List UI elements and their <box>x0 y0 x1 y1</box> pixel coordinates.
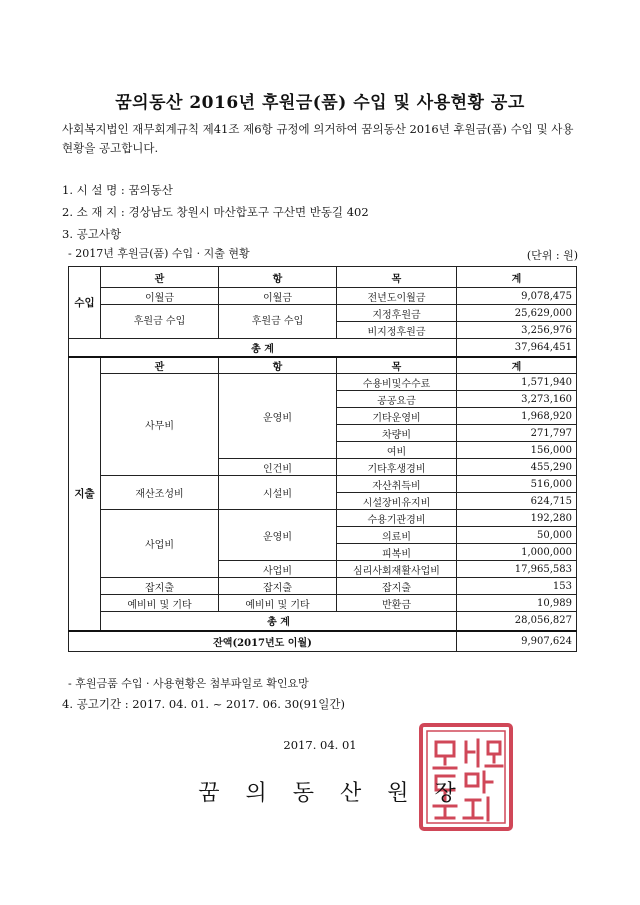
table-row <box>69 374 577 391</box>
facility-name: 1. 시 설 명 : 꿈의동산 <box>62 183 173 197</box>
expense-mok: 심리사회재활사업비 <box>337 561 457 578</box>
expense-amount: 156,000 <box>457 442 577 459</box>
expense-mok: 기타운영비 <box>337 408 457 425</box>
income-hang: 후원금 수입 <box>219 305 337 339</box>
expense-mok: 시설장비유지비 <box>337 493 457 510</box>
footnote: - 후원금품 수입 · 사용현황은 첨부파일로 확인요망 <box>68 677 309 690</box>
expense-amount: 3,273,160 <box>457 391 577 408</box>
expense-mok: 수용기관경비 <box>337 510 457 527</box>
income-total-label: 총 계 <box>69 339 457 357</box>
expense-header-mok: 목 <box>337 357 457 374</box>
table-row <box>69 510 577 527</box>
expense-total-row <box>69 612 577 631</box>
facility-address: 2. 소 재 지 : 경상남도 창원시 마산합포구 구산면 반동길 402 <box>62 205 369 219</box>
table-row <box>69 595 577 612</box>
income-header-hang: 항 <box>219 267 337 288</box>
income-amount: 9,078,475 <box>457 288 577 305</box>
income-header-gwan: 관 <box>101 267 219 288</box>
expense-mok: 피복비 <box>337 544 457 561</box>
income-mok: 전년도이월금 <box>337 288 457 305</box>
unit-label: (단위 : 원) <box>526 249 578 262</box>
income-total-amount: 37,964,451 <box>457 339 577 357</box>
expense-header-total: 계 <box>457 357 577 374</box>
income-expense-table <box>68 266 577 652</box>
expense-amount: 192,280 <box>457 510 577 527</box>
notice-period: 4. 공고기간 : 2017. 04. 01. ~ 2017. 06. 30(91일간) <box>62 697 345 711</box>
expense-total-label: 총 계 <box>101 612 457 631</box>
balance-amount: 9,907,624 <box>457 631 577 652</box>
expense-total-amount: 28,056,827 <box>457 612 577 631</box>
table-row <box>69 288 577 305</box>
expense-mok: 수용비및수수료 <box>337 374 457 391</box>
expense-gwan: 사무비 <box>101 374 219 476</box>
expense-amount: 624,715 <box>457 493 577 510</box>
signatory-name: 꿈의동산원장 <box>198 781 482 806</box>
expense-mok: 기타후생경비 <box>337 459 457 476</box>
expense-gwan: 사업비 <box>101 510 219 578</box>
expense-hang: 시설비 <box>219 476 337 510</box>
income-amount: 25,629,000 <box>457 305 577 322</box>
expense-gwan: 예비비 및 기타 <box>101 595 219 612</box>
table-row <box>69 305 577 322</box>
expense-hang: 예비비 및 기타 <box>219 595 337 612</box>
income-mok: 지정후원금 <box>337 305 457 322</box>
expense-hang: 잡지출 <box>219 578 337 595</box>
income-gwan: 후원금 수입 <box>101 305 219 339</box>
expense-amount: 271,797 <box>457 425 577 442</box>
income-section-label: 수입 <box>69 267 101 339</box>
expense-hang: 운영비 <box>219 510 337 561</box>
income-total-row <box>69 339 577 357</box>
expense-hang: 사업비 <box>219 561 337 578</box>
expense-amount: 1,968,920 <box>457 408 577 425</box>
expense-hang: 운영비 <box>219 374 337 459</box>
income-gwan: 이월금 <box>101 288 219 305</box>
page-title: 꿈의동산 2016년 후원금(품) 수입 및 사용현황 공고 <box>115 93 525 113</box>
expense-mok: 의료비 <box>337 527 457 544</box>
expense-amount: 153 <box>457 578 577 595</box>
income-amount: 3,256,976 <box>457 322 577 339</box>
intro-paragraph: 사회복지법인 재무회계규칙 제41조 제6항 규정에 의거하여 꿈의동산 2016년 후원금(품) 수입 및 사용 현황을 공고합니다. <box>62 122 574 155</box>
expense-mok: 공공요금 <box>337 391 457 408</box>
expense-hang: 인건비 <box>219 459 337 476</box>
table-row <box>69 476 577 493</box>
table-row <box>69 578 577 595</box>
income-hang: 이월금 <box>219 288 337 305</box>
expense-gwan: 잡지출 <box>101 578 219 595</box>
notice-date: 2017. 04. 01 <box>283 738 357 752</box>
expense-section-label: 지출 <box>69 357 101 631</box>
income-mok: 비지정후원금 <box>337 322 457 339</box>
income-header-total: 계 <box>457 267 577 288</box>
balance-row <box>69 631 577 652</box>
balance-label: 잔액(2017년도 이월) <box>69 631 457 652</box>
expense-amount: 1,000,000 <box>457 544 577 561</box>
expense-header-hang: 항 <box>219 357 337 374</box>
expense-header-gwan: 관 <box>101 357 219 374</box>
expense-gwan: 재산조성비 <box>101 476 219 510</box>
table-caption: - 2017년 후원금(품) 수입 · 지출 현황 <box>68 247 250 260</box>
notice-heading: 3. 공고사항 <box>62 227 122 241</box>
expense-amount: 516,000 <box>457 476 577 493</box>
expense-mok: 잡지출 <box>337 578 457 595</box>
expense-mok: 여비 <box>337 442 457 459</box>
expense-mok: 자산취득비 <box>337 476 457 493</box>
expense-amount: 17,965,583 <box>457 561 577 578</box>
expense-mok: 차량비 <box>337 425 457 442</box>
expense-amount: 1,571,940 <box>457 374 577 391</box>
expense-amount: 50,000 <box>457 527 577 544</box>
income-header-mok: 목 <box>337 267 457 288</box>
expense-amount: 10,989 <box>457 595 577 612</box>
expense-amount: 455,290 <box>457 459 577 476</box>
expense-mok: 반환금 <box>337 595 457 612</box>
